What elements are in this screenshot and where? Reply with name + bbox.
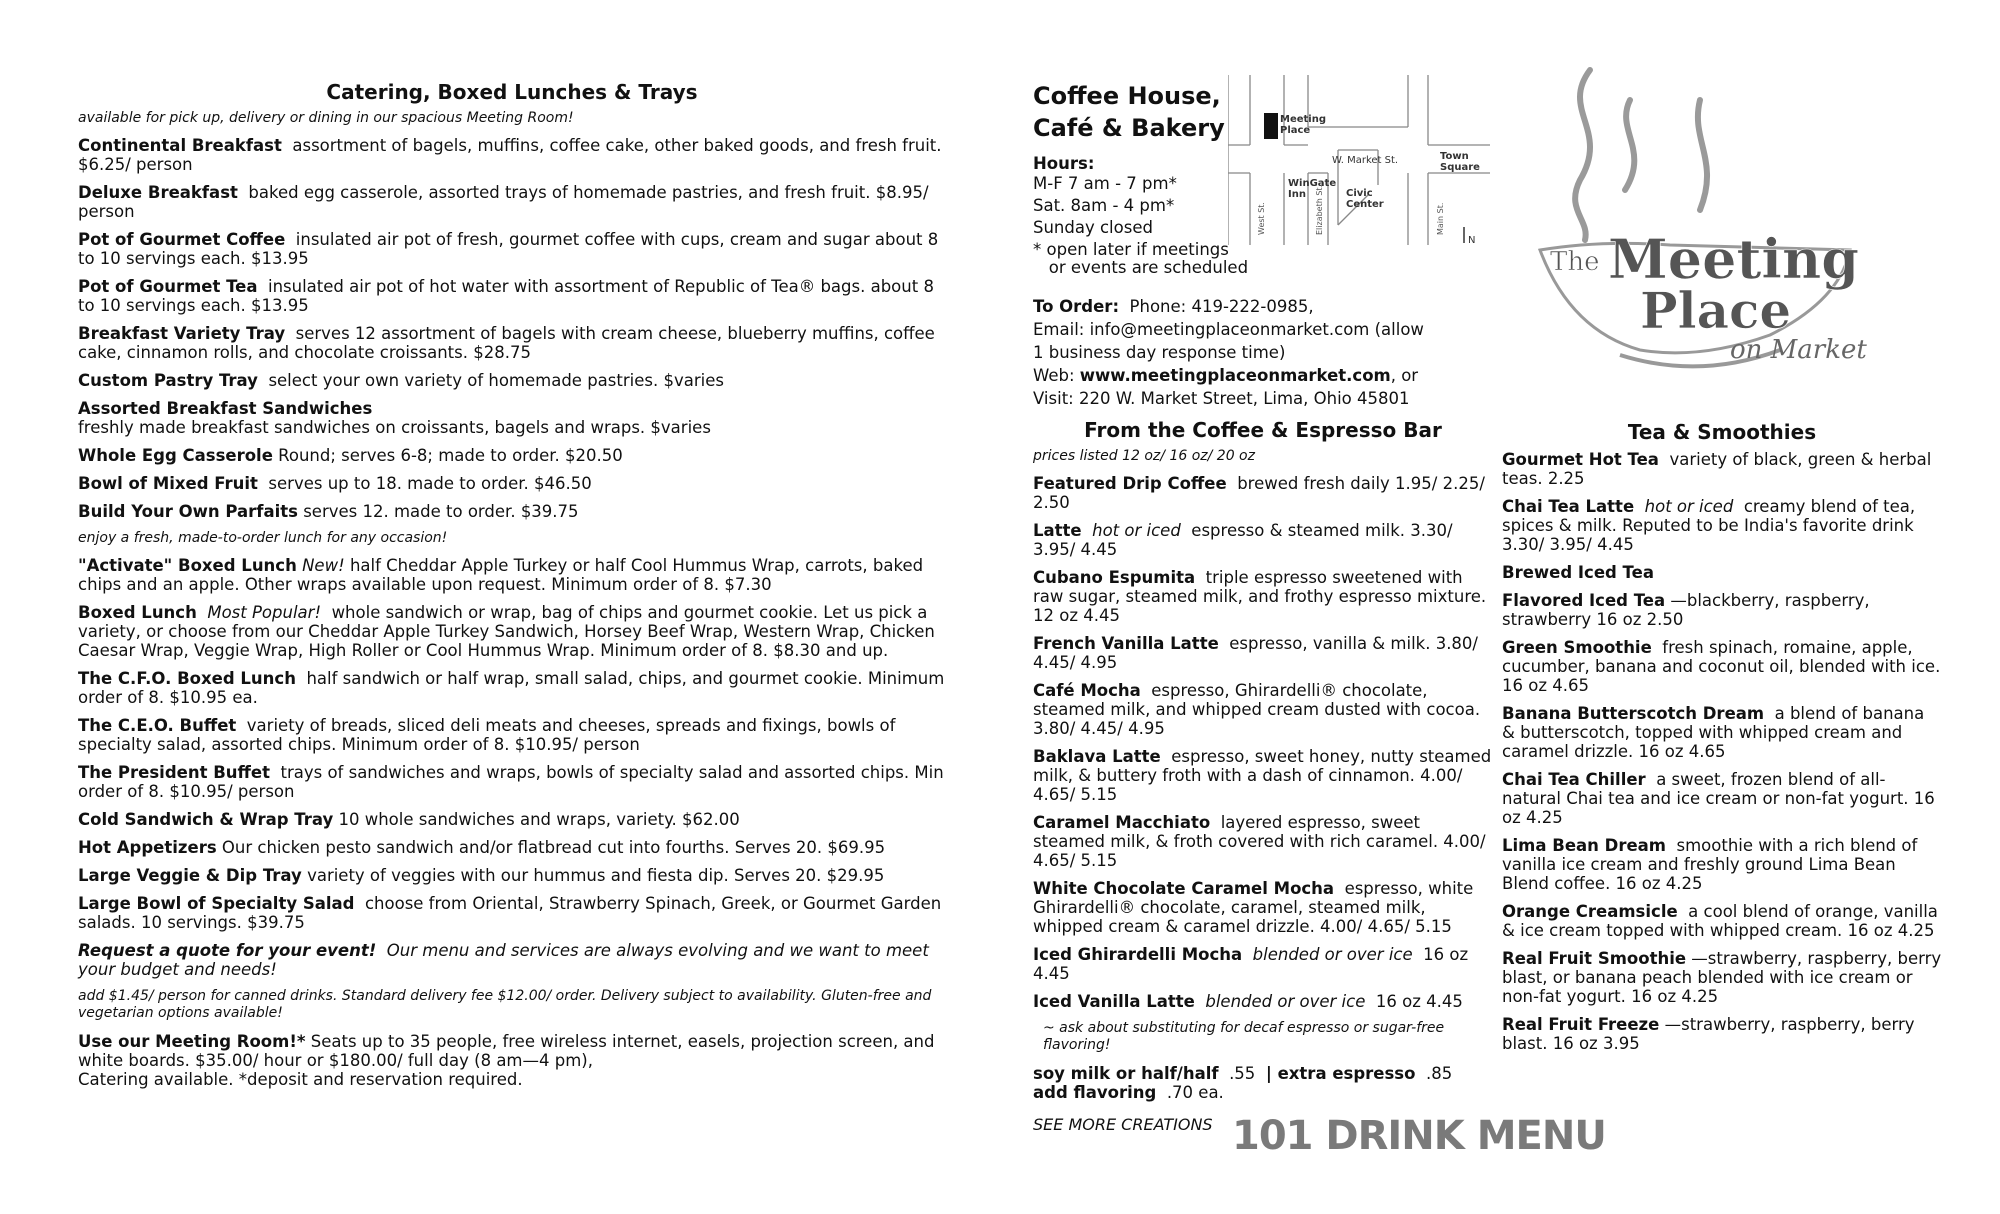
menu-item	[1502, 638, 1942, 695]
item-desc: —strawberry, raspberry, berry blast. 16 oz 3.95	[1502, 1015, 1915, 1053]
map-label-wingate: WinGate	[1288, 178, 1337, 189]
menu-item	[78, 669, 946, 707]
logo-the: The	[1550, 247, 1600, 277]
menu-item	[78, 324, 946, 362]
order-block	[1033, 295, 1493, 410]
menu-item	[1033, 945, 1493, 983]
location-map	[1228, 75, 1490, 245]
menu-item	[1033, 634, 1493, 672]
item-name: Caramel Macchiato	[1033, 813, 1211, 832]
extras-espresso-price: .85	[1425, 1064, 1453, 1083]
menu-item	[1502, 770, 1942, 827]
menu-item	[78, 603, 946, 660]
item-desc: insulated air pot of hot water with assortment of Republic of Tea® bags. about 8 to 10 servings each. $13.95	[78, 277, 934, 315]
item-name: Chai Tea Chiller	[1502, 770, 1646, 789]
tea-heading: Tea & Smoothies	[1627, 420, 1817, 444]
coffee-price-note: prices listed 12 oz/ 16 oz/ 20 oz	[1033, 448, 1255, 464]
item-tag: blended or over ice	[1205, 992, 1366, 1011]
item-name: Gourmet Hot Tea	[1502, 450, 1659, 469]
item-name: Real Fruit Smoothie	[1502, 949, 1687, 968]
item-name: Assorted Breakfast Sandwiches	[78, 399, 373, 418]
menu-item	[78, 446, 946, 465]
menu-item	[1502, 591, 1942, 629]
hours-line: Sunday closed	[1033, 218, 1153, 237]
item-name: Orange Creamsicle	[1502, 902, 1678, 921]
item-desc: 16 oz 4.45	[1375, 992, 1463, 1011]
item-name: Pot of Gourmet Tea	[78, 277, 258, 296]
item-name: Breakfast Variety Tray	[78, 324, 286, 343]
menu-item	[1502, 836, 1942, 893]
map-label-elizabeth: Elizabeth St.	[1315, 184, 1324, 235]
store-title-line2: Café & Bakery	[1033, 114, 1225, 142]
item-name: Large Veggie & Dip Tray	[78, 866, 302, 885]
item-desc: assortment of bagels, muffins, coffee cake, other baked goods, and fresh fruit. $6.25/ person	[78, 136, 942, 174]
hours-label: Hours:	[1033, 154, 1095, 173]
item-desc: creamy blend of tea, spices & milk. Reputed to be India's favorite drink 3.30/ 3.95/ 4.45	[1502, 497, 1916, 554]
item-name: Flavored Iced Tea	[1502, 591, 1666, 610]
item-name: Chai Tea Latte	[1502, 497, 1635, 516]
item-name: Deluxe Breakfast	[78, 183, 238, 202]
map-label-meeting: Meeting	[1280, 114, 1327, 125]
map-label-market: W. Market St.	[1332, 155, 1399, 166]
item-desc: choose from Oriental, Strawberry Spinach, Greek, or Gourmet Garden salads. 10 servings. $39.75	[78, 894, 942, 932]
menu-item	[1502, 1015, 1942, 1053]
menu-item	[1033, 992, 1493, 1011]
item-name: The C.E.O. Buffet	[78, 716, 237, 735]
menu-item	[1033, 747, 1493, 804]
menu-item	[78, 763, 946, 801]
item-name: Pot of Gourmet Coffee	[78, 230, 286, 249]
menu-item	[1502, 450, 1942, 488]
delivery-note: add $1.45/ person for canned drinks. Standard delivery fee $12.00/ order. Delivery subject to availability. Gluten-free and vegetarian options available!	[78, 988, 932, 1021]
item-name: Boxed Lunch	[78, 603, 197, 622]
menu-item	[78, 474, 946, 493]
coffee-heading: From the Coffee & Espresso Bar	[1084, 418, 1442, 442]
map-north: N	[1468, 235, 1476, 245]
coffee-section	[1033, 418, 1493, 1111]
menu-item	[78, 502, 946, 521]
item-name: Whole Egg Casserole	[78, 446, 273, 465]
item-name: White Chocolate Caramel Mocha	[1033, 879, 1335, 898]
menu-item	[1502, 563, 1942, 582]
item-desc-2: Catering available. *deposit and reservation required.	[78, 1070, 523, 1089]
order-label: To Order:	[1033, 297, 1120, 316]
item-desc: Round; serves 6-8; made to order. $20.50	[278, 446, 623, 465]
menu-item	[78, 371, 946, 390]
logo-meeting: Meeting	[1608, 227, 1859, 291]
catering-column	[78, 80, 946, 1098]
item-name: Build Your Own Parfaits	[78, 502, 298, 521]
item-name: Real Fruit Freeze	[1502, 1015, 1660, 1034]
item-desc: Our chicken pesto sandwich and/or flatbread cut into fourths. Serves 20. $69.95	[221, 838, 886, 857]
catering-heading: Catering, Boxed Lunches & Trays	[326, 80, 698, 104]
item-desc: insulated air pot of fresh, gourmet coffee with cups, cream and sugar about 8 to 10 servings each. $13.95	[78, 230, 939, 268]
item-desc: a cool blend of orange, vanilla & ice cream topped with whipped cream. 16 oz 4.25	[1502, 902, 1938, 940]
item-desc: 10 whole sandwiches and wraps, variety. $62.00	[338, 810, 740, 829]
menu-item	[78, 838, 946, 857]
item-tag: hot or iced	[1644, 497, 1734, 516]
item-name: Large Bowl of Specialty Salad	[78, 894, 355, 913]
web-link[interactable]: www.meetingplaceonmarket.com	[1079, 366, 1391, 385]
item-desc: serves 12 assortment of bagels with cream cheese, blueberry muffins, coffee cake, cinnamon rolls, and chocolate croissants. $28.75	[78, 324, 935, 362]
item-desc: baked egg casserole, assorted trays of homemade pastries, and fresh fruit. $8.95/ person	[78, 183, 929, 221]
menu-item	[78, 230, 946, 268]
item-name: Lima Bean Dream	[1502, 836, 1666, 855]
email: Email: info@meetingplaceonmarket.com (allow	[1033, 320, 1424, 339]
store-title-line1: Coffee House,	[1033, 82, 1221, 110]
item-name: Iced Vanilla Latte	[1033, 992, 1195, 1011]
item-desc: trays of sandwiches and wraps, bowls of specialty salad and assorted chips. Min order of 8. $10.95/ person	[78, 763, 944, 801]
item-desc: —strawberry, raspberry, berry blast, or banana peach blended with ice cream or non-fat yogurt. 16 oz 4.25	[1502, 949, 1942, 1006]
item-name: Continental Breakfast	[78, 136, 282, 155]
web-label: Web:	[1033, 366, 1075, 385]
menu-item	[1502, 902, 1942, 940]
hours-line: * open later if meetings	[1033, 240, 1229, 259]
item-desc: variety of veggies with our hummus and fiesta dip. Serves 20. $29.95	[307, 866, 885, 885]
item-desc: half sandwich or half wrap, small salad, chips, and gourmet cookie. Minimum order of 8. $10.95 ea.	[78, 669, 945, 707]
item-name: "Activate" Boxed Lunch	[78, 556, 297, 575]
menu-item	[1033, 813, 1493, 870]
menu-item	[78, 556, 946, 594]
menu-item	[1502, 949, 1942, 1006]
quote-text: Our menu and services are always evolving and we want to meet your budget and needs!	[78, 941, 929, 979]
item-desc: triple espresso sweetened with raw sugar, steamed milk, and frothy espresso mixture. 12 oz 4.45	[1033, 568, 1487, 625]
item-desc: espresso, sweet honey, nutty steamed milk, & buttery froth with a dash of cinnamon. 4.00/ 4.65/ 5.15	[1033, 747, 1492, 804]
item-desc: half Cheddar Apple Turkey or half Cool Hummus Wrap, carrots, baked chips and an apple. Other wraps available upon request. Minimum order of 8. $7.30	[78, 556, 924, 594]
item-name: Bowl of Mixed Fruit	[78, 474, 258, 493]
item-desc: freshly made breakfast sandwiches on croissants, bagels and wraps. $varies	[78, 418, 711, 437]
item-desc: select your own variety of homemade pastries. $varies	[268, 371, 724, 390]
item-desc: variety of black, green & herbal teas. 2.25	[1502, 450, 1932, 488]
menu-item	[78, 716, 946, 754]
item-tag: hot or iced	[1092, 521, 1181, 540]
map-label-west: West St.	[1257, 202, 1266, 235]
email-note: 1 business day response time)	[1033, 343, 1286, 362]
item-desc: serves 12. made to order. $39.75	[303, 502, 579, 521]
item-name: Banana Butterscotch Dream	[1502, 704, 1765, 723]
menu-item	[78, 399, 946, 437]
meeting-place-logo	[1520, 60, 1900, 380]
menu-item	[78, 183, 946, 221]
extras-soy-price: .55	[1229, 1064, 1256, 1083]
menu-item	[78, 277, 946, 315]
address: Visit: 220 W. Market Street, Lima, Ohio 45801	[1033, 389, 1410, 408]
catering-intro-note: available for pick up, delivery or dining in our spacious Meeting Room!	[78, 110, 574, 126]
item-name: Featured Drip Coffee	[1033, 474, 1227, 493]
decaf-note: ~ ask about substituting for decaf espresso or sugar-free flavoring!	[1043, 1020, 1445, 1053]
menu-item	[1033, 681, 1493, 738]
menu-item	[1033, 474, 1493, 512]
item-desc: brewed fresh daily 1.95/ 2.25/ 2.50	[1033, 474, 1485, 512]
item-tag: blended or over ice	[1252, 945, 1413, 964]
item-name: Custom Pastry Tray	[78, 371, 258, 390]
logo-place: Place	[1640, 281, 1792, 340]
menu-item	[1502, 704, 1942, 761]
extras-soy: soy milk or half/half	[1033, 1064, 1219, 1083]
item-tag: Most Popular!	[207, 603, 322, 622]
map-label-place: Place	[1280, 125, 1311, 136]
item-name: Brewed Iced Tea	[1502, 563, 1654, 582]
item-name: Cold Sandwich & Wrap Tray	[78, 810, 334, 829]
item-desc: serves up to 18. made to order. $46.50	[268, 474, 592, 493]
web-tail: , or	[1390, 366, 1419, 385]
item-desc: espresso, Ghirardelli® chocolate, steamed milk, and whipped cream dusted with cocoa. 3.80/ 4.45/ 4.95	[1033, 681, 1481, 738]
item-desc: a blend of banana & butterscotch, topped with whipped cream and caramel drizzle. 16 oz 4.65	[1502, 704, 1925, 761]
menu-item	[78, 894, 946, 932]
menu-item	[1502, 497, 1942, 554]
lunch-note: enjoy a fresh, made-to-order lunch for any occasion!	[78, 530, 448, 546]
logo-on-market: on Market	[1730, 335, 1867, 365]
phone: Phone: 419-222-0985,	[1129, 297, 1314, 316]
map-label-civic: Civic	[1346, 188, 1373, 199]
item-name: Latte	[1033, 521, 1082, 540]
item-desc: espresso, vanilla & milk. 3.80/ 4.45/ 4.95	[1033, 634, 1478, 672]
map-label-square: Square	[1440, 162, 1480, 173]
item-desc: fresh spinach, romaine, apple, cucumber, banana and coconut oil, blended with ice. 16 oz 4.65	[1502, 638, 1941, 695]
quote-callout	[78, 941, 946, 979]
hours-line: M-F 7 am - 7 pm*	[1033, 174, 1177, 193]
item-name: Café Mocha	[1033, 681, 1141, 700]
extras-flavoring-price: .70 ea.	[1166, 1083, 1224, 1102]
quote-bold: Request a quote for your event!	[78, 941, 377, 960]
item-name: Baklava Latte	[1033, 747, 1161, 766]
extras-espresso: | extra espresso	[1265, 1064, 1416, 1083]
map-label-inn: Inn	[1288, 189, 1306, 200]
item-name: The President Buffet	[78, 763, 270, 782]
meeting-place-marker	[1264, 113, 1278, 139]
map-label-main: Main St.	[1436, 202, 1445, 235]
menu-item	[78, 136, 946, 174]
item-desc: whole sandwich or wrap, bag of chips and gourmet cookie. Let us pick a variety, or choose from our Cheddar Apple Turkey Sandwich, Horsey Beef Wrap, Western Wrap, Chicken Caesar Wrap, Veggie Wrap, High Roller or Cool Hummus Wrap. Minimum order of 8. $8.30 and up.	[78, 603, 935, 660]
item-name: Use our Meeting Room!*	[78, 1032, 306, 1051]
menu-item	[1033, 879, 1493, 936]
item-name: Iced Ghirardelli Mocha	[1033, 945, 1243, 964]
steam-icon	[1575, 70, 1707, 240]
menu-item	[1033, 568, 1493, 625]
meeting-room-item	[78, 1032, 946, 1089]
item-desc: —blackberry, raspberry, strawberry 16 oz 2.50	[1502, 591, 1870, 629]
map-label-center: Center	[1346, 199, 1384, 210]
drink-menu-title: 101 DRINK MENU	[1232, 1113, 1606, 1159]
item-name: French Vanilla Latte	[1033, 634, 1219, 653]
item-desc: smoothie with a rich blend of vanilla ice cream and freshly ground Lima Bean Blend coffee. 16 oz 4.25	[1502, 836, 1918, 893]
extras-line	[1033, 1064, 1493, 1083]
hours-line: Sat. 8am - 4 pm*	[1033, 196, 1175, 215]
item-desc: variety of breads, sliced deli meats and cheeses, spreads and fixings, bowls of specialty salad, assorted chips. Minimum order of 8. $10.95/ person	[78, 716, 896, 754]
see-more-text: SEE MORE CREATIONS	[1033, 1115, 1213, 1134]
item-desc: Seats up to 35 people, free wireless internet, easels, projection screen, and white boards. $35.00/ hour or $180.00/ full day (8 am—4 pm),	[78, 1032, 935, 1070]
hours-line: or events are scheduled	[1033, 258, 1249, 277]
item-desc: espresso & steamed milk. 3.30/ 3.95/ 4.45	[1033, 521, 1453, 559]
map-label-town: Town	[1440, 151, 1469, 162]
item-desc: layered espresso, sweet steamed milk, & froth covered with rich caramel. 4.00/ 4.65/ 5.15	[1033, 813, 1486, 870]
item-tag: New!	[302, 556, 345, 575]
item-desc: a sweet, frozen blend of all-natural Chai tea and ice cream or non-fat yogurt. 16 oz 4.25	[1502, 770, 1935, 827]
item-desc: 16 oz 4.45	[1033, 945, 1469, 983]
menu-item	[1033, 521, 1493, 559]
menu-item	[78, 810, 946, 829]
menu-item	[78, 866, 946, 885]
item-name: The C.F.O. Boxed Lunch	[78, 669, 296, 688]
item-name: Hot Appetizers	[78, 838, 217, 857]
tea-section	[1502, 420, 1942, 1062]
item-desc: espresso, white Ghirardelli® chocolate, caramel, steamed milk, whipped cream & caramel drizzle. 4.00/ 4.65/ 5.15	[1033, 879, 1474, 936]
extras-flavoring: add flavoring	[1033, 1083, 1157, 1102]
item-name: Green Smoothie	[1502, 638, 1652, 657]
extras-line	[1033, 1083, 1493, 1102]
item-name: Cubano Espumita	[1033, 568, 1196, 587]
